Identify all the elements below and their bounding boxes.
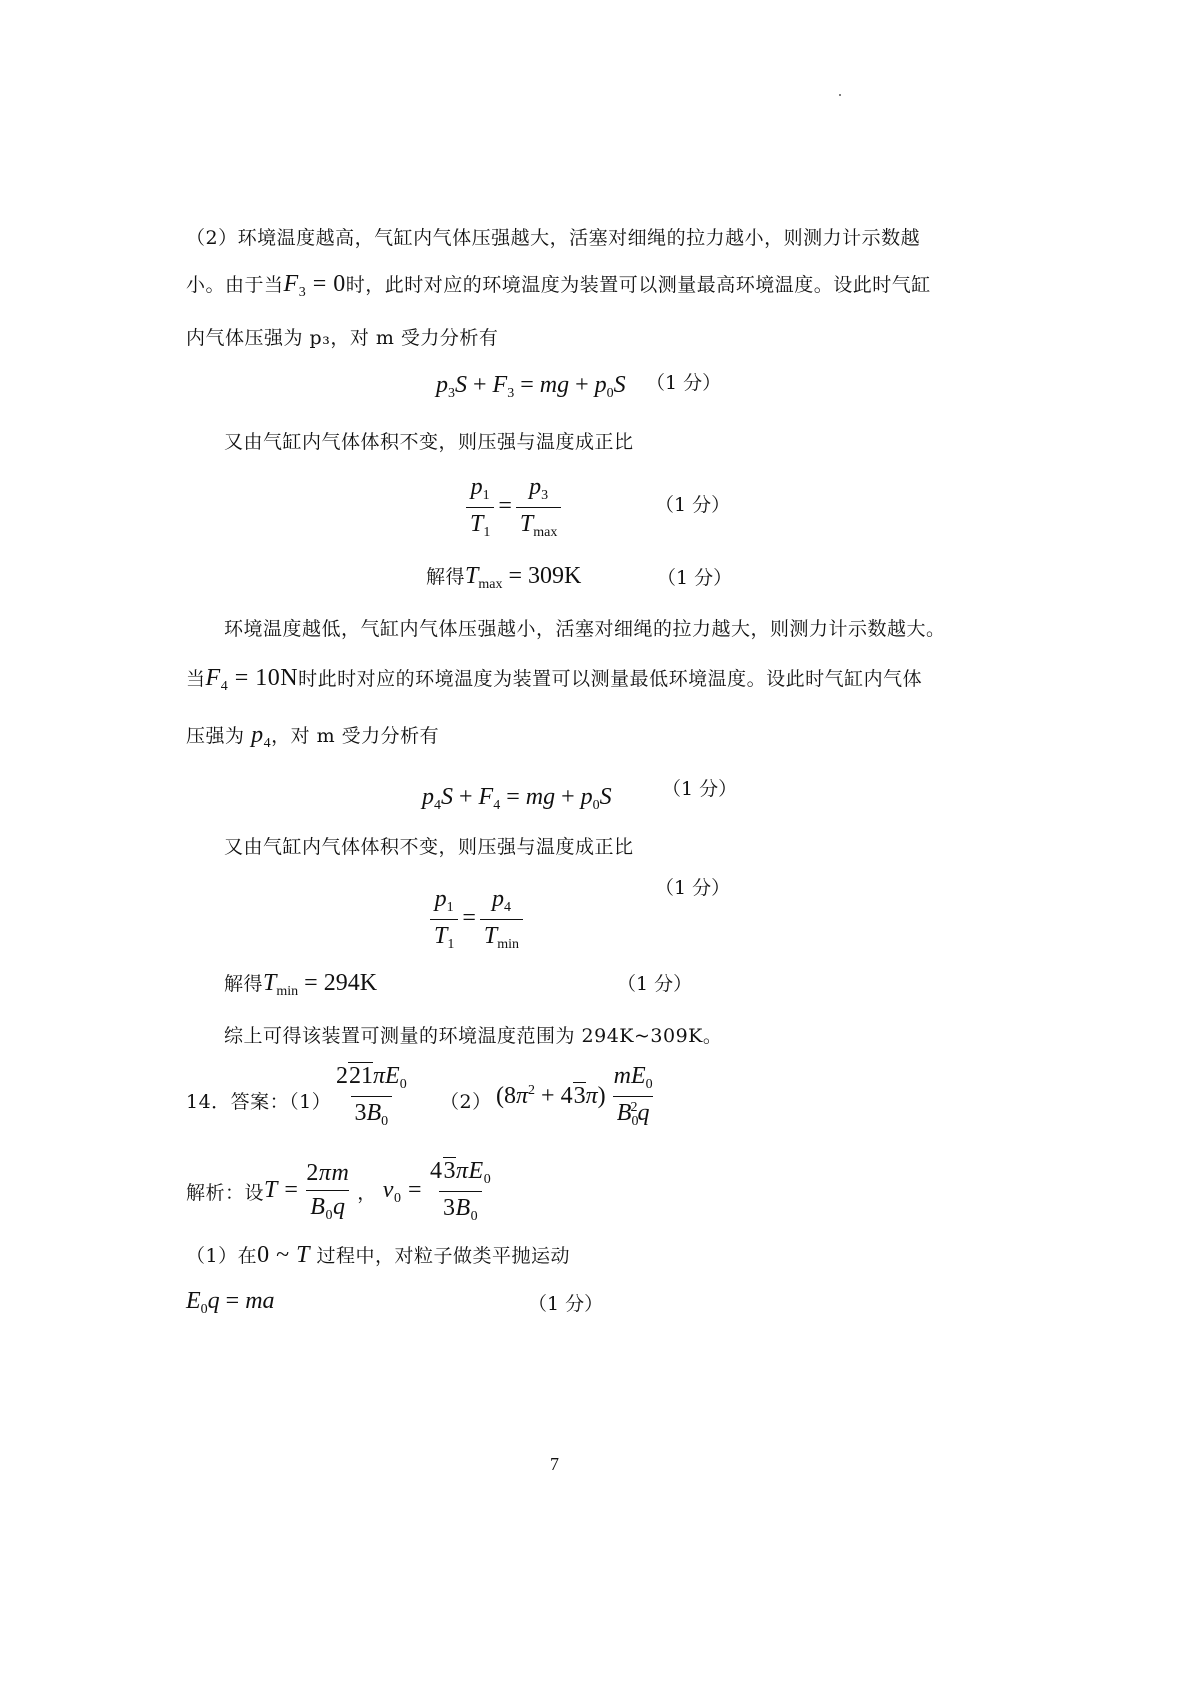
equation-ratio-max: $\frac{p_1}{T_1}$ = $\frac{p_3}{T_{max}}$ <box>462 474 565 541</box>
summary-line: 综上可得该装置可测量的环境温度范围为 294K~309K。 <box>224 1025 723 1047</box>
page-number: 7 <box>550 1454 559 1474</box>
score-tag: （1 分） <box>655 494 731 516</box>
q14-answer-2-label: （2） <box>440 1091 492 1113</box>
equation-newton: $E_0q$ = ma <box>186 1288 275 1317</box>
equation-force-balance-4: $p_4S + F_4$ = mg + $p_0S$ <box>422 784 612 813</box>
result-tmin: 解得$T_{min} = 294K$ <box>224 970 378 999</box>
para-line-1: （2）环境温度越高，气缸内气体压强越大，活塞对细绳的拉力越小，则测力计示数越 <box>186 227 921 249</box>
para-line-2 <box>186 270 931 301</box>
answer-2-expression: $(8\pi^2 + 43\pi)$ $\frac{mE_0}{B_0^2q}$ <box>496 1063 653 1129</box>
para2-line-1: 环境温度越低，气缸内气体压强越小，活塞对细绳的拉力越大，则测力计示数越大。 <box>224 618 946 640</box>
para2-line-4: 又由气缸内气体体积不变，则压强与温度成正比 <box>224 836 634 858</box>
score-tag: （1 分） <box>646 372 722 394</box>
text-fragment: 小。由于当 <box>186 274 284 296</box>
answer-1-fraction: $\frac{221\pi E_0}{3B_0}$ <box>336 1063 407 1129</box>
text-fragment: 时，此时对应的环境温度为装置可以测量最高环境温度。设此时气缸 <box>345 274 931 296</box>
para2-line-3: 压强为 $p_4$，对 m 受力分析有 <box>186 722 440 751</box>
para-line-4: 又由气缸内气体体积不变，则压强与温度成正比 <box>224 431 634 453</box>
score-tag: （1 分） <box>617 973 693 995</box>
result-tmax: 解得$T_{max} = 309K$ <box>426 563 582 592</box>
solve-label: 解得 <box>224 974 264 995</box>
q14-answer-label: 14．答案：（1） <box>186 1091 332 1113</box>
solve-label: 解得 <box>426 567 466 588</box>
equation-f3: $F_3 = 0$ <box>283 271 346 300</box>
part1-line: （1）在0 ~ T 过程中，对粒子做类平抛运动 <box>186 1242 570 1268</box>
score-tag: （1 分） <box>655 877 731 899</box>
para2-line-2: 当$F_4 = 10N$时此时对应的环境温度为装置可以测量最低环境温度。设此时气缸内气体 <box>186 665 923 694</box>
equation-force-balance-3: $p_3S + F_3$ = mg + $p_0S$ <box>436 372 626 401</box>
score-tag: （1 分） <box>657 567 733 589</box>
score-tag: （1 分） <box>528 1293 604 1315</box>
score-tag: （1 分） <box>662 778 738 800</box>
analysis-line: 解析：设T = $\frac{2\pi m}{B_0q}$ ， $v_0$ = $\frac{43\pi E_0}{3B_0}$ <box>186 1158 492 1224</box>
page-speck <box>839 94 841 96</box>
equation-ratio-min: $\frac{p_1}{T_1}$ = $\frac{p_4}{T_{min}}$ <box>426 886 527 953</box>
para-line-3: 内气体压强为 p₃，对 m 受力分析有 <box>186 327 499 349</box>
